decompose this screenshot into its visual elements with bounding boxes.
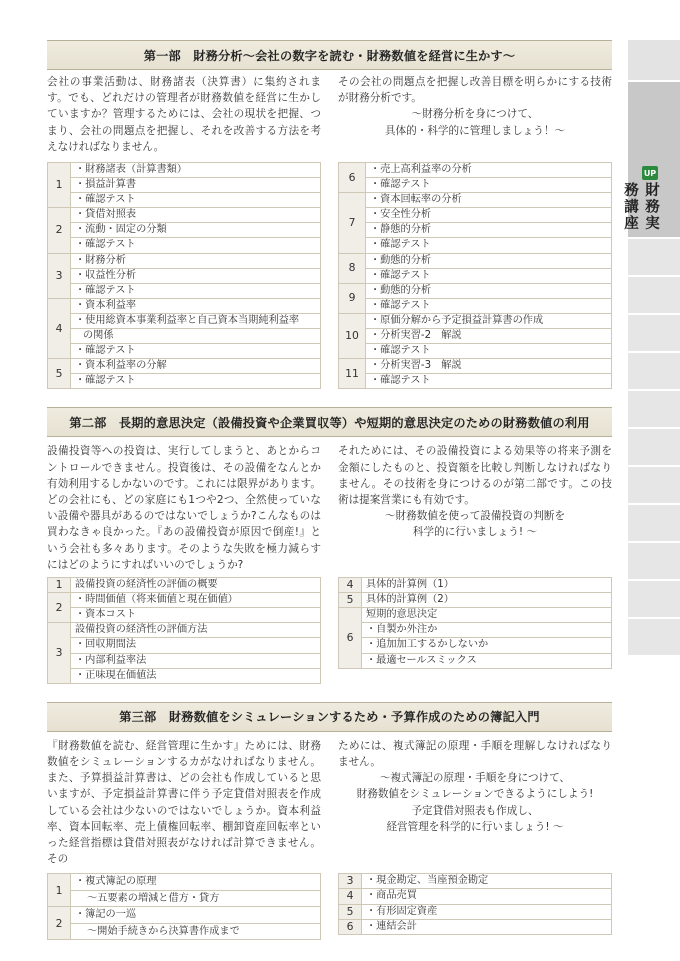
side-tab-strip	[628, 391, 680, 427]
up-badge-icon: UP	[642, 166, 658, 180]
session-topic: ・確認テスト	[71, 193, 321, 208]
session-number: 4	[48, 298, 71, 358]
session-number: 8	[339, 253, 366, 283]
session-topic: の関係	[71, 329, 321, 344]
curriculum-row	[48, 578, 321, 593]
session-topic: 設備投資の経済性の評価方法	[71, 623, 321, 638]
session-topic: ・動態的分析	[366, 253, 612, 268]
curriculum-row	[48, 178, 321, 193]
part2-intro-right: それためには、その設備投資による効果等の将来予測を金額にしたものと、投資額を比較し判断しなければなりません。その技術を身につけるのが第二部です。この技術は提案営業にも有効です。	[338, 445, 612, 507]
part2-curriculum-left	[47, 577, 321, 684]
session-number: 3	[48, 623, 71, 683]
session-number: 2	[48, 593, 71, 623]
part3-slogan-line3: 予定貸借対照表も作成し、	[411, 804, 539, 817]
part2-title: 第二部 長期的意思決定（設備投資や企業買収等）や短期的意思決定のための財務数値の利用	[47, 407, 612, 437]
session-topic: ・確認テスト	[366, 178, 612, 193]
session-topic: ・現金勘定、当座預金勘定	[362, 874, 612, 889]
side-tab-strip	[628, 543, 680, 579]
session-topic: 設備投資の経済性の評価の概要	[71, 578, 321, 593]
session-topic: ・追加加工するかしないか	[362, 638, 612, 653]
part3-title: 第三部 財務数値をシミュレーションするため・予算作成のための簿記入門	[47, 702, 612, 732]
session-number: 6	[339, 163, 366, 193]
side-tab-finance-course[interactable]	[622, 82, 680, 237]
session-number: 5	[48, 359, 71, 389]
curriculum-row	[48, 874, 321, 891]
session-topic: ・貸借対照表	[71, 208, 321, 223]
session-topic: ・時間価値（将来価値と現在価値）	[71, 593, 321, 608]
session-topic: ・最適セールスミックス	[362, 653, 612, 668]
session-topic: ・正味現在価値法	[71, 668, 321, 683]
part1-intro-right: その会社の問題点を把握し改善目標を明らかにする技術が財務分析です。	[338, 76, 612, 105]
part3-slogan-line4: 経営管理を科学的に行いましょう! 〜	[386, 820, 564, 833]
session-topic: 短期的意思決定	[362, 608, 612, 623]
curriculum-row	[339, 578, 612, 593]
session-topic: ・静態的分析	[366, 223, 612, 238]
session-topic: 〜開始手続きから決算書作成まで	[71, 923, 321, 940]
curriculum-row	[48, 923, 321, 940]
session-topic: ・確認テスト	[71, 238, 321, 253]
side-tab-strip	[628, 353, 680, 389]
part2-slogan-line1: 〜財務数値を使って設備投資の判断を	[384, 510, 566, 523]
session-number: 5	[339, 904, 362, 919]
curriculum-row	[48, 223, 321, 238]
session-topic: ・資本回転率の分析	[366, 193, 612, 208]
curriculum-row	[48, 890, 321, 907]
session-topic: ・簿記の一巡	[71, 907, 321, 924]
side-tab-strip	[628, 619, 680, 655]
part2-curriculum-right	[338, 577, 612, 669]
session-topic: ・確認テスト	[71, 374, 321, 389]
curriculum-row	[339, 329, 612, 344]
session-number: 1	[48, 874, 71, 907]
side-tab-strip	[628, 505, 680, 541]
curriculum-row	[339, 253, 612, 268]
curriculum-row	[48, 283, 321, 298]
curriculum-row	[339, 593, 612, 608]
session-topic: ・財務分析	[71, 253, 321, 268]
session-topic: 〜五要素の増減と借方・貸方	[71, 890, 321, 907]
curriculum-row	[48, 907, 321, 924]
part3-curriculum-right	[338, 873, 612, 934]
curriculum-row	[339, 283, 612, 298]
part1-curriculum-left	[47, 162, 321, 389]
part2-intro-left: 設備投資等への投資は、実行してしまうと、あとからコントロールできません。投資後は、その設備をなんとか有効利用するしかないのです。これには限界があります。どの会社にも、どの家庭にも1つや2つ、全然使っていない設備や器具があるのではないでしょうか?こんなものは買わなきゃ良かった。『あの設備投資が原因で倒産!』という会社も多々あります。そのような失敗を極力減らすにはどのようにすればいいのでしょうか?	[47, 445, 321, 571]
session-number: 10	[339, 313, 366, 358]
session-number: 3	[48, 253, 71, 298]
curriculum-row	[48, 329, 321, 344]
curriculum-row	[339, 919, 612, 934]
curriculum-row	[339, 208, 612, 223]
session-number: 6	[339, 919, 362, 934]
curriculum-row	[339, 193, 612, 208]
session-topic: ・複式簿記の原理	[71, 874, 321, 891]
session-number: 2	[48, 208, 71, 253]
session-topic: ・内部利益率法	[71, 653, 321, 668]
session-topic: ・確認テスト	[71, 344, 321, 359]
curriculum-row	[48, 374, 321, 389]
side-tab-strip	[628, 277, 680, 313]
curriculum-row	[48, 593, 321, 608]
main-content	[47, 40, 612, 940]
curriculum-row	[48, 623, 321, 638]
part3-curriculum-left	[47, 873, 321, 940]
part3-slogan-line1: 〜複式簿記の原理・手順を身につけて、	[379, 772, 571, 785]
session-topic: ・使用総資本事業利益率と自己資本当期純利益率	[71, 313, 321, 328]
curriculum-row	[339, 313, 612, 328]
part1-curriculum-right	[338, 162, 612, 389]
session-topic: 具体的計算例（1）	[362, 578, 612, 593]
side-tab-label: 財務実務講座	[622, 182, 659, 232]
part1-title: 第一部 財務分析〜会社の数字を読む・財務数値を経営に生かす〜	[47, 40, 612, 70]
session-number: 6	[339, 608, 362, 668]
side-tab-strip	[628, 581, 680, 617]
session-number: 3	[339, 874, 362, 889]
curriculum-row	[339, 904, 612, 919]
side-tab-strip	[628, 429, 680, 465]
side-tab-strip	[628, 239, 680, 275]
session-topic: ・商品売買	[362, 889, 612, 904]
curriculum-row	[48, 208, 321, 223]
session-topic: ・自製か外注か	[362, 623, 612, 638]
session-topic: ・確認テスト	[366, 298, 612, 313]
curriculum-row	[48, 163, 321, 178]
session-topic: ・確認テスト	[366, 268, 612, 283]
side-tab-bar	[622, 40, 680, 655]
session-topic: ・分析実習-3 解説	[366, 359, 612, 374]
session-topic: ・売上高利益率の分析	[366, 163, 612, 178]
part3-intro-right: ためには、複式簿記の原理・手順を理解しなければなりません。	[338, 739, 612, 768]
part2-section	[47, 407, 612, 683]
curriculum-row	[339, 623, 612, 638]
curriculum-row	[48, 344, 321, 359]
session-topic: ・有形固定資産	[362, 904, 612, 919]
session-number: 1	[48, 163, 71, 208]
side-tab-top	[628, 40, 680, 80]
part1-slogan-line2: 具体的・科学的に管理しましょう！〜	[384, 124, 566, 137]
session-number: 1	[48, 578, 71, 593]
session-topic: ・確認テスト	[366, 374, 612, 389]
curriculum-row	[48, 313, 321, 328]
session-topic: 具体的計算例（2）	[362, 593, 612, 608]
session-topic: ・回収期間法	[71, 638, 321, 653]
curriculum-row	[339, 608, 612, 623]
curriculum-row	[339, 889, 612, 904]
session-topic: ・原価分解から予定損益計算書の作成	[366, 313, 612, 328]
curriculum-row	[48, 359, 321, 374]
session-topic: ・確認テスト	[71, 283, 321, 298]
part1-section	[47, 40, 612, 389]
session-number: 4	[339, 578, 362, 593]
part3-intro-left: 『財務数値を読む、経営管理に生かす』ためには、財務数値をシミュレーションするカがなければなりません。また、予算損益計算書は、どの会社も作成していると思いますが、予定損益計算書に伴う予定貸借対照表を作成している会社は少ないのではないでしょうか。資本利益率、資本回転率、売上債権回転率、棚卸資産回転率といった経営指標は貸借対照表がなければ計算できません。その	[47, 739, 321, 866]
curriculum-row	[339, 268, 612, 283]
session-number: 5	[339, 593, 362, 608]
session-topic: ・分析実習-2 解説	[366, 329, 612, 344]
curriculum-row	[48, 268, 321, 283]
side-tab-strip	[628, 467, 680, 503]
part2-slogan-line2: 科学的に行いましょう! 〜	[412, 526, 538, 539]
session-topic: ・資本利益率	[71, 298, 321, 313]
session-number: 7	[339, 193, 366, 253]
side-tab-strip	[628, 315, 680, 351]
curriculum-row	[339, 359, 612, 374]
session-topic: ・資本コスト	[71, 608, 321, 623]
part3-section	[47, 702, 612, 941]
part1-intro-left: 会社の事業活動は、財務諸表（決算書）に集約されます。でも、どれだけの管理者が財務数値を経営に生かしていますか？管理するためには、会社の現状を把握、つまり、会社の問題点を把握し、それを改善する方法を考えなければなりません。	[47, 76, 321, 153]
session-topic: ・収益性分析	[71, 268, 321, 283]
curriculum-row	[48, 653, 321, 668]
session-number: 11	[339, 359, 366, 389]
part1-slogan-line1: 〜財務分析を身につけて、	[411, 108, 539, 121]
curriculum-row	[339, 374, 612, 389]
session-topic: ・動態的分析	[366, 283, 612, 298]
session-number: 4	[339, 889, 362, 904]
session-topic: ・流動・固定の分類	[71, 223, 321, 238]
curriculum-row	[48, 193, 321, 208]
curriculum-row	[339, 178, 612, 193]
curriculum-row	[339, 163, 612, 178]
curriculum-row	[339, 874, 612, 889]
curriculum-row	[48, 298, 321, 313]
curriculum-row	[339, 238, 612, 253]
session-topic: ・確認テスト	[366, 344, 612, 359]
session-topic: ・安全性分析	[366, 208, 612, 223]
curriculum-row	[339, 653, 612, 668]
curriculum-row	[339, 638, 612, 653]
session-topic: ・損益計算書	[71, 178, 321, 193]
curriculum-row	[48, 638, 321, 653]
session-topic: ・連結会計	[362, 919, 612, 934]
curriculum-row	[339, 298, 612, 313]
curriculum-row	[48, 238, 321, 253]
session-topic: ・財務諸表（計算書類）	[71, 163, 321, 178]
part3-slogan-line2: 財務数値をシミュレーションできるようにしよう!	[356, 788, 594, 801]
curriculum-row	[48, 668, 321, 683]
curriculum-row	[339, 223, 612, 238]
session-number: 9	[339, 283, 366, 313]
curriculum-row	[48, 608, 321, 623]
session-topic: ・資本利益率の分解	[71, 359, 321, 374]
curriculum-row	[48, 253, 321, 268]
curriculum-row	[339, 344, 612, 359]
session-number: 2	[48, 907, 71, 940]
session-topic: ・確認テスト	[366, 238, 612, 253]
